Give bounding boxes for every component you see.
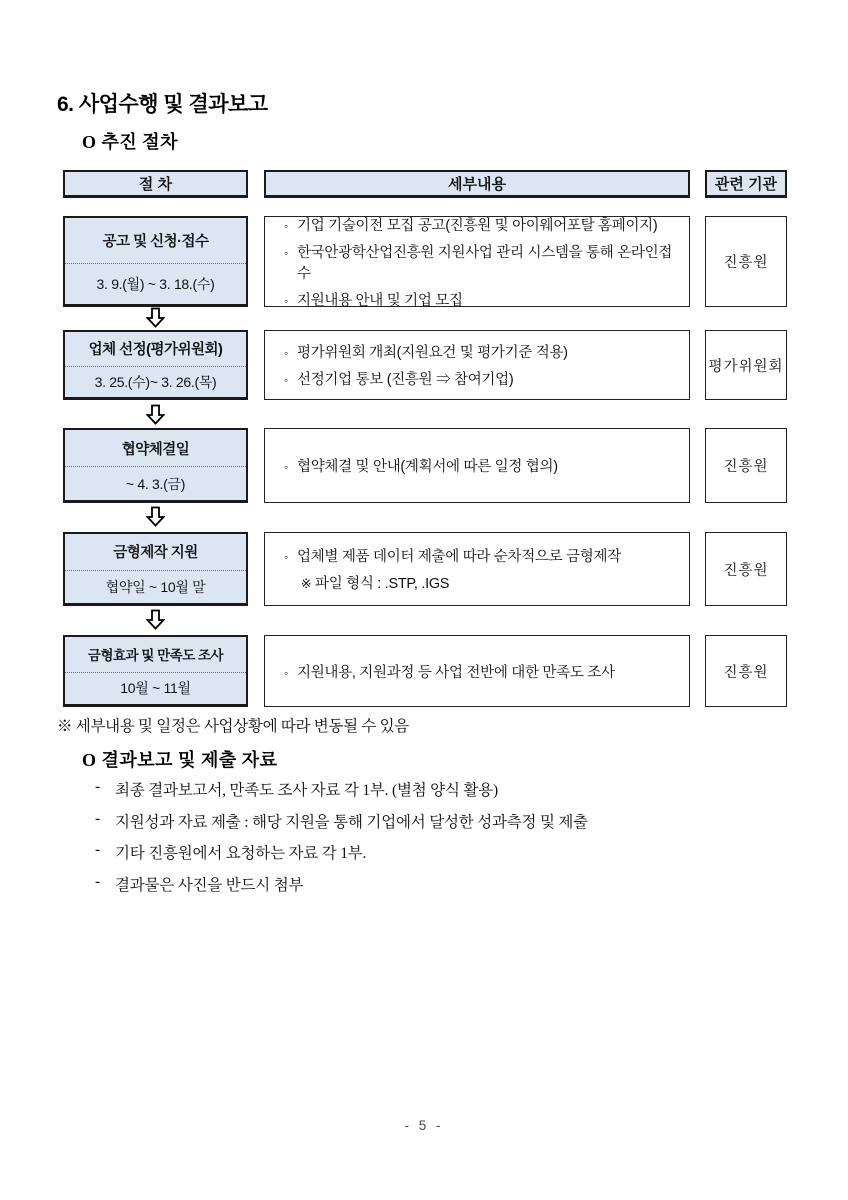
details-box <box>264 330 690 400</box>
procedure-title: 금형제작 지원 <box>113 545 198 562</box>
report-item <box>95 778 498 800</box>
report-section-heading: O 결과보고 및 제출 자료 <box>82 750 278 770</box>
bullet-icon: ◦ <box>284 346 288 360</box>
header-procedure: 절 차 <box>63 170 248 198</box>
down-arrow-icon <box>146 404 165 430</box>
detail-line <box>275 214 679 235</box>
report-item <box>95 841 366 863</box>
table-row <box>0 330 848 400</box>
detail-text: 평가위원회 개최(지원요건 및 평가기준 적용) <box>297 345 568 361</box>
procedure-period: 3. 25.(수)~ 3. 26.(목) <box>65 366 246 397</box>
table-row <box>0 532 848 606</box>
procedure-period: 3. 9.(월) ~ 3. 18.(수) <box>65 263 246 304</box>
bullet-icon: ◦ <box>284 550 288 564</box>
bullet-icon: ◦ <box>284 218 288 233</box>
detail-text: 한국안광학산업진흥원 지원사업 관리 시스템을 통해 온라인접수 <box>297 244 673 282</box>
agency-box: 평가위원회 <box>705 330 787 400</box>
procedure-period: 협약일 ~ 10월 말 <box>65 570 246 603</box>
details-box <box>264 428 690 503</box>
detail-line <box>275 545 679 566</box>
report-item-text: 결과물은 사진을 반드시 첨부 <box>115 877 304 894</box>
detail-text: 기업 기술이전 모집 공고(진흥원 및 아이웨어포탈 홈페이지) <box>297 217 658 234</box>
bullet-icon: ◦ <box>284 245 288 260</box>
agency-box: 진흥원 <box>705 216 787 307</box>
table-header-row <box>0 170 848 198</box>
detail-line <box>275 455 679 476</box>
report-item-text: 최종 결과보고서, 만족도 조사 자료 각 1부. (별첨 양식 활용) <box>115 782 498 799</box>
detail-line <box>275 241 679 283</box>
header-details: 세부내용 <box>264 170 690 198</box>
document-title: 6. 사업수행 및 결과보고 <box>57 93 268 116</box>
procedure-period: 10월 ~ 11월 <box>65 672 246 704</box>
procedure-box <box>63 216 248 307</box>
down-arrow-icon <box>146 506 165 532</box>
detail-line <box>275 368 679 389</box>
dash-marker: - <box>95 778 100 795</box>
bullet-icon: ◦ <box>284 460 288 474</box>
table-row <box>0 216 848 307</box>
bullet-icon: ◦ <box>284 373 288 387</box>
bullet-icon: ◦ <box>284 665 288 680</box>
detail-line <box>275 341 679 362</box>
detail-line <box>275 572 679 593</box>
procedure-box <box>63 330 248 400</box>
detail-line <box>275 289 679 310</box>
detail-text: 업체별 제품 데이터 제출에 따라 순차적으로 금형제작 <box>297 549 621 565</box>
procedure-title: 공고 및 신청·접수 <box>102 233 209 250</box>
agency-box: 진흥원 <box>705 428 787 503</box>
agency-box: 진흥원 <box>705 635 787 707</box>
details-box <box>264 635 690 707</box>
bullet-icon: ◦ <box>284 293 288 308</box>
detail-text: 지원내용, 지원과정 등 사업 전반에 대한 만족도 조사 <box>297 664 615 681</box>
dash-marker: - <box>95 841 100 858</box>
details-box <box>264 532 690 606</box>
table-row <box>0 635 848 707</box>
detail-text: 파일 형식 : .STP, .IGS <box>315 576 450 592</box>
procedure-title: 업체 선정(평가위원회) <box>88 342 223 359</box>
down-arrow-icon <box>146 609 165 635</box>
procedure-title: 금형효과 및 만족도 조사 <box>87 648 224 664</box>
report-item <box>95 873 303 895</box>
dash-marker: - <box>95 873 100 890</box>
procedure-period: ~ 4. 3.(금) <box>65 466 246 500</box>
details-box <box>264 216 690 307</box>
page-number: - 5 - <box>404 1118 444 1133</box>
report-item-text: 지원성과 자료 제출 : 해당 지원을 통해 기업에서 달성한 성과측정 및 제출 <box>115 814 588 831</box>
detail-text: 선정기업 통보 (진흥원 ⇒ 참여기업) <box>297 372 514 388</box>
detail-text: 지원내용 안내 및 기업 모집 <box>297 292 463 309</box>
dash-marker: - <box>95 810 100 827</box>
agency-box: 진흥원 <box>705 532 787 606</box>
procedure-box <box>63 635 248 707</box>
detail-text: 협약체결 및 안내(계획서에 따른 일정 협의) <box>297 459 558 475</box>
procedure-title: 협약체결일 <box>121 441 190 458</box>
header-agency: 관련 기관 <box>705 170 787 198</box>
procedure-box <box>63 532 248 606</box>
report-item-text: 기타 진흥원에서 요청하는 자료 각 1부. <box>115 845 367 862</box>
reference-mark-icon: ※ <box>300 576 312 591</box>
table-row <box>0 428 848 503</box>
schedule-change-note: ※ 세부내용 및 일정은 사업상황에 따라 변동될 수 있음 <box>57 718 409 735</box>
detail-line <box>275 661 679 682</box>
procedure-box <box>63 428 248 503</box>
report-item <box>95 810 588 832</box>
procedure-section-heading: O 추진 절차 <box>82 132 179 152</box>
